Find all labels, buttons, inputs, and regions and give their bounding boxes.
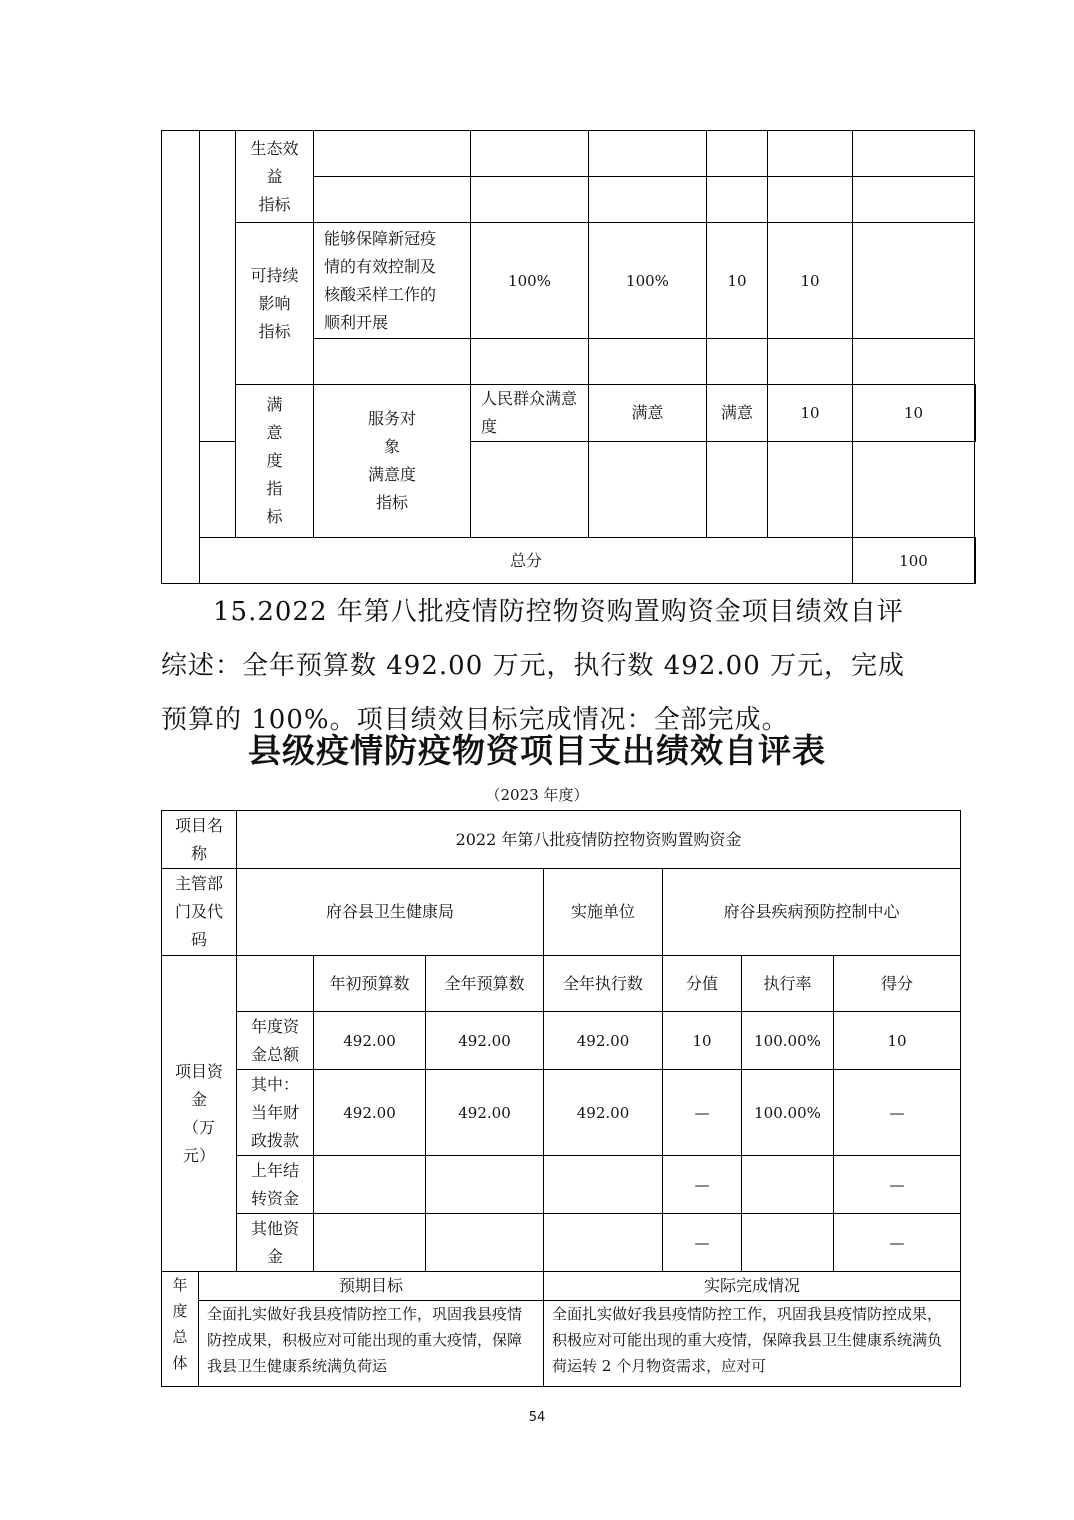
total-label: 总分 [200,538,853,584]
total-score: 100 [853,538,975,584]
summary-paragraph: 15.2022 年第八批疫情防控物资购置购资金项目绩效自评综述：全年预算数 492.00 万元，执行数 492.00 万元，完成预算的 100%。项目绩效目标完成情况：全部完成。 [161,597,906,735]
expected-goal-label: 预期目标 [199,1272,544,1301]
row-label: 上年结 转资金 [237,1156,314,1214]
header-exec-rate: 执行率 [742,956,834,1012]
cell: — [834,1156,961,1214]
expected-goal-text: 全面扎实做好我县疫情防控工作，巩固我县疫情防控成果，积极应对可能出现的重大疫情，保障我县卫生健康系统满负荷运 [199,1301,544,1387]
satisfaction-category: 满 意 度 指 标 [236,385,314,538]
satisfaction-actual: 满意 [707,385,768,442]
satisfaction-score: 10 [853,385,975,442]
page-number: 54 [528,1410,546,1425]
funds-label: 项目资 金 （万 元） [162,956,237,1272]
blank-col-1 [162,131,200,584]
eco-benefit-label: 生态效 益 指标 [236,131,314,223]
actual-completion-label: 实际完成情况 [544,1272,961,1301]
page-title: 县级疫情防疫物资项目支出绩效自评表 [248,731,826,770]
cell: 492.00 [426,1012,544,1070]
cell: 492.00 [544,1070,663,1156]
row-label: 其中： 当年财 政拨款 [237,1070,314,1156]
sustain-indicator: 能够保障新冠疫 情的有效控制及 核酸采样工作的 顺利开展 [314,223,471,339]
cell: 492.00 [314,1012,426,1070]
header-annual-exec: 全年执行数 [544,956,663,1012]
project-name-label: 项目名 称 [162,811,237,869]
sustain-score-value: 10 [707,223,768,339]
cell: 100.00% [742,1012,834,1070]
cell [426,1156,544,1214]
actual-completion-text: 全面扎实做好我县疫情防控工作，巩固我县疫情防控成果，积极应对可能出现的重大疫情，保障我县卫生健康系统满负荷运转 2 个月物资需求，应对可 [544,1301,961,1387]
header-score-value: 分值 [663,956,742,1012]
row-label: 其他资 金 [237,1214,314,1272]
cell: 100.00% [742,1070,834,1156]
impl-value: 府谷县疾病预防控制中心 [663,869,961,956]
header-initial-budget: 年初预算数 [314,956,426,1012]
cell: 10 [663,1012,742,1070]
evaluation-form [161,810,961,1387]
cell [742,1214,834,1272]
satisfaction-indicator: 人民群众满意度 [471,385,589,442]
cell [544,1156,663,1214]
year-label: （2023 年度） [485,786,589,804]
satisfaction-target: 满意 [589,385,707,442]
blank-col-2 [200,131,236,442]
row-label: 年度资 金总额 [237,1012,314,1070]
cell: — [834,1070,961,1156]
cell: 492.00 [314,1070,426,1156]
header-score: 得分 [834,956,961,1012]
sustain-actual: 100% [589,223,707,339]
annual-overall-label: 年 度 总 体 [162,1272,199,1387]
cell: — [663,1070,742,1156]
cell: 492.00 [426,1070,544,1156]
impl-label: 实施单位 [544,869,663,956]
cell: 10 [834,1012,961,1070]
service-satisfaction-label: 服务对 象 满意度 指标 [314,385,471,538]
cell [314,1214,426,1272]
indicator-table [161,130,976,584]
cell [314,1156,426,1214]
cell: — [663,1214,742,1272]
sustain-score: 10 [768,223,853,339]
cell [742,1156,834,1214]
cell: 492.00 [544,1012,663,1070]
satisfaction-score-value: 10 [768,385,853,442]
cell [544,1214,663,1272]
project-name: 2022 年第八批疫情防控物资购置购资金 [237,811,961,869]
header-annual-budget: 全年预算数 [426,956,544,1012]
cell: — [834,1214,961,1272]
dept-value: 府谷县卫生健康局 [237,869,544,956]
sustain-target: 100% [471,223,589,339]
dept-label: 主管部 门及代 码 [162,869,237,956]
sustain-impact-label: 可持续 影响 指标 [236,223,314,385]
cell: — [663,1156,742,1214]
cell [426,1214,544,1272]
